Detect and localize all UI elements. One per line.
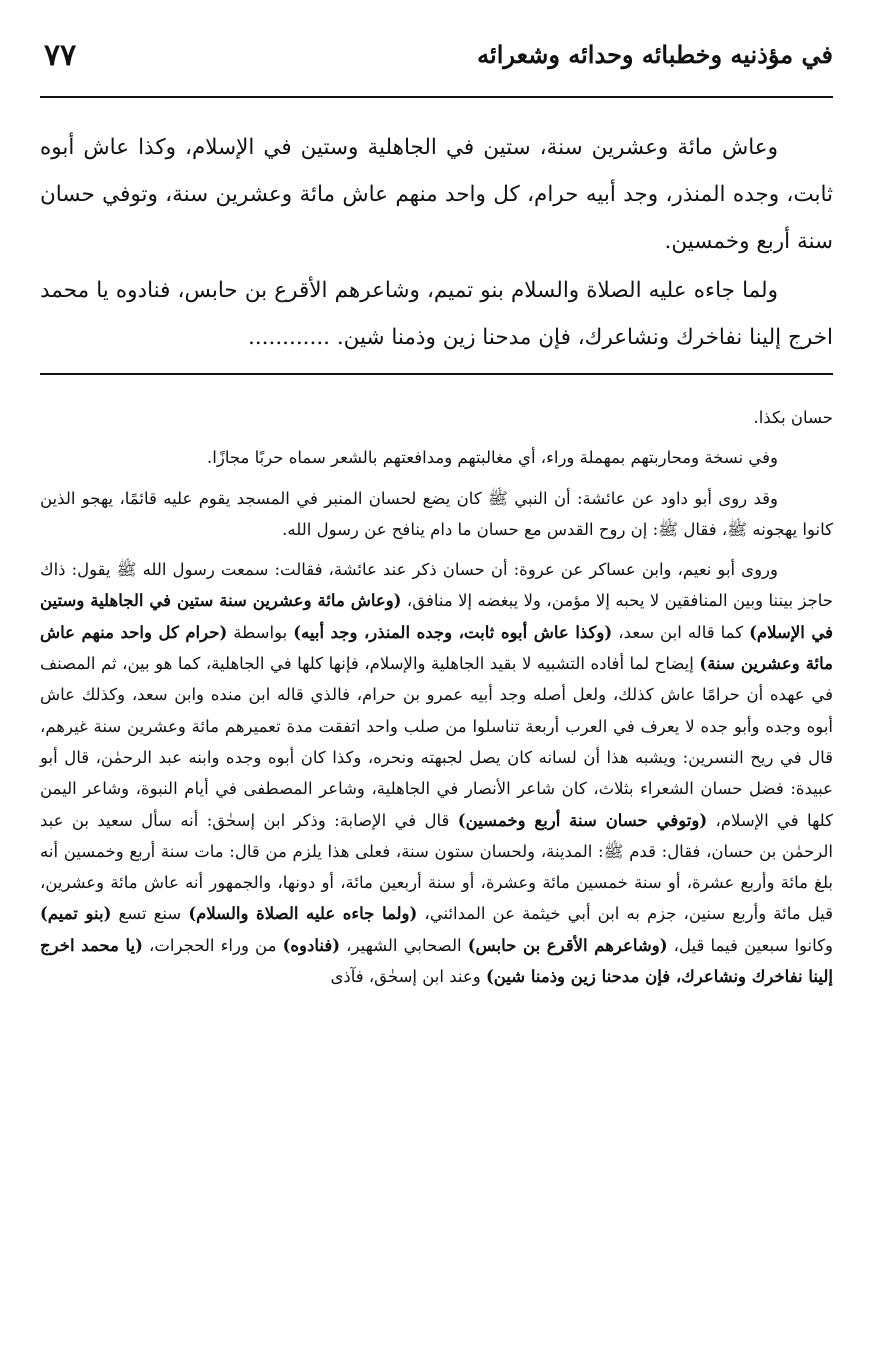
quoted-main-text: (حرام كل واحد منهم عاش مائة وعشرين سنة)	[40, 622, 834, 674]
quoted-main-text: (وتوفي حسان سنة أربع وخمسين)	[457, 810, 708, 830]
main-text-paragraph: ولما جاءه عليه الصلاة والسلام بنو تميم، وشاعرهم الأقرع بن حابس، فنادوه يا محمد اخرج إلينا نفاخرك ونشاعرك، فإن مدحنا زين وذمنا شين. ............	[40, 278, 833, 350]
commentary-paragraph: حسان بكذا.	[753, 408, 833, 427]
commentary-text: بواسطة	[227, 622, 294, 642]
running-title: في مؤذنيه وخطبائه وحدائه وشعرائه	[477, 40, 833, 69]
quoted-main-text: (يا محمد اخرج إلينا نفاخرك ونشاعرك، فإن مدحنا زين وذمنا شين)	[40, 935, 833, 987]
commentary-text: قال في الإصابة: وذكر ابن إسحٰق: أنه سأل سعيد بن عبد الرحمٰن بن حسان، فقال: قدم ﷺ: المدينة، ولحسان ستون سنة، فعلى هذا يلزم من قال: مات سنة أربع وخمسين أنه بلغ مائة وأربع عشرة، أو سنة خمسين مائة وعشرة، أو سنة أربعين مائة، أو دونها، والجمهور أنه عاش مائة وعشرين، قيل مائة وأربع سنين، جزم به ابن أبي خيثمة عن المدائني،	[40, 810, 834, 924]
header-rule	[40, 96, 833, 98]
main-text-divider	[40, 373, 833, 375]
main-text-paragraph: وعاش مائة وعشرين سنة، ستين في الجاهلية وستين في الإسلام، وكذا عاش أبوه ثابت، وجده المنذر، وجد أبيه حرام، كل واحد منهم عاش مائة وعشرين سنة، وتوفي حسان سنة أربع وخمسين.	[40, 135, 833, 254]
commentary-text: كما قاله ابن سعد،	[612, 622, 750, 642]
commentary-text: إيضاح لما أفاده التشبيه لا بقيد الجاهلية والإسلام، فإنها كلها في الجاهلية، كما هو بين، ثم المصنف في عهده أن حرامًا عاش كذلك، ولعل أصله وجد أبيه عمرو بن حرام، فالذي قاله ابن منده وابن سعد، وكذلك عاش أبوه وجده وأبو جده لا يعرف في العرب أربعة تناسلوا من صلب واحد اتفقت مدة تعميرهم مائة وعشرين سنة غيرهم، قال في ريح النسرين: ويشبه هذا أن لسانه كان يصل لجبهته ونحره، وكذا كان أبوه وجده وابنه عبد الرحمٰن، قال أبو عبيدة: فضل حسان الشعراء بثلاث، كان شاعر الأنصار في الجاهلية، وشاعر المصطفى في أيام النبوة، وشاعر اليمن كلها في الإسلام،	[40, 654, 833, 830]
quoted-main-text: (وشاعرهم الأقرع بن حابس)	[467, 935, 668, 955]
quoted-main-text: (فنادوه)	[282, 935, 341, 955]
commentary-text: الصحابي الشهير،	[340, 935, 468, 955]
commentary-paragraph	[40, 554, 833, 992]
commentary	[40, 402, 833, 992]
main-text	[40, 124, 833, 361]
commentary-text: وكانوا سبعين فيما قيل،	[667, 935, 833, 955]
commentary-text: سنع تسع	[111, 904, 189, 924]
page-number: ٧٧	[44, 38, 77, 73]
commentary-text: وروى أبو نعيم، وابن عساكر عن عروة: أن حسان ذكر عند عائشة، فقالت: سمعت رسول الله ﷺ يقول: ذاك حاجز بيننا وبين المنافقين لا يحبه إلا مؤمن، ولا يبغضه إلا منافق،	[40, 560, 833, 611]
quoted-main-text: (وعاش مائة وعشرين سنة ستين في الجاهلية وستين في الإسلام)	[40, 591, 833, 642]
commentary-paragraph: وفي نسخة ومحاربتهم بمهملة وراء، أي مغالبتهم ومدافعتهم بالشعر سماه حربًا مجازًا.	[207, 448, 778, 468]
commentary-text: وعند ابن إسحٰق، فآذى	[330, 967, 486, 987]
quoted-main-text: (ولما جاءه عليه الصلاة والسلام)	[188, 904, 418, 924]
commentary-paragraph: وقد روى أبو داود عن عائشة: أن النبي ﷺ كان يضع لحسان المنبر في المسجد يقوم عليه قائمًا، يهجو الذين كانوا يهجونه ﷺ، فقال ﷺ: إن روح القدس مع حسان ما دام ينافح عن رسول الله.	[40, 488, 833, 539]
commentary-text: من وراء الحجرات،	[142, 935, 283, 955]
quoted-main-text: (بنو تميم)	[40, 904, 112, 924]
page-header	[40, 38, 833, 84]
quoted-main-text: (وكذا عاش أبوه ثابت، وجده المنذر، وجد أبيه)	[293, 622, 613, 642]
